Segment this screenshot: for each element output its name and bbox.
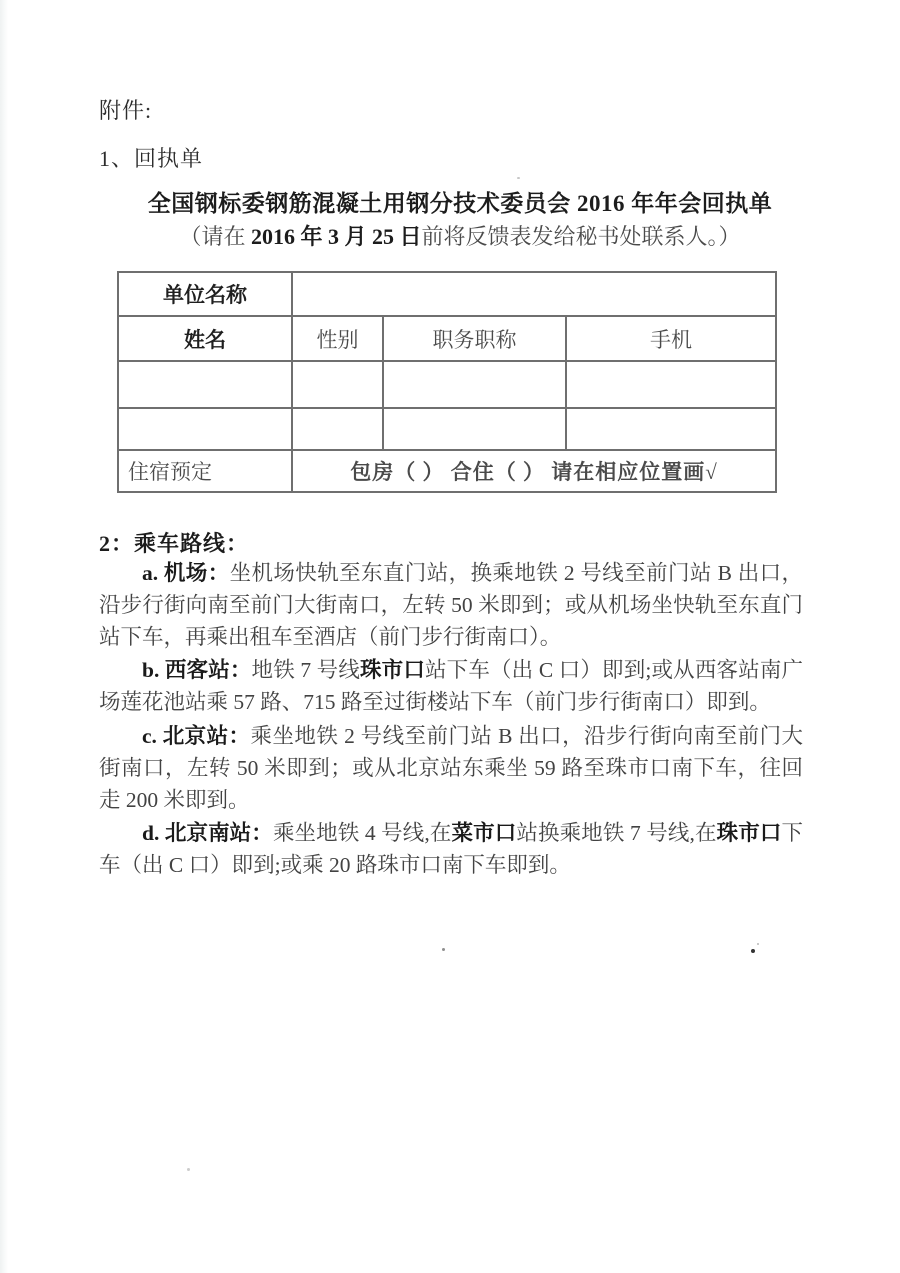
table-row-empty [118, 408, 776, 450]
scan-edge-shadow [0, 0, 8, 1273]
form-title: 全国钢标委钢筋混凝土用钢分技术委员会 2016 年年会回执单 [147, 191, 773, 216]
route-airport: a. 机场：坐机场快轨至东直门站，换乘地铁 2 号线至前门站 B 出口，沿步行街向南至前门大街南口，左转 50 米即到；或从机场坐快轨至东直门站下车，再乘出租车至酒店（前门步行街南口）。 [99, 561, 803, 649]
table-row-empty [118, 361, 776, 408]
scan-speck [517, 177, 520, 179]
empty-cell [566, 361, 776, 408]
route-beijing-station: c. 北京站：乘坐地铁 2 号线至前门站 B 出口，沿步行街向南至前门大街南口，左转 50 米即到；或从北京站东乘坐 59 路至珠市口南下车，往回走 200 米即到。 [99, 723, 804, 812]
form-subtitle: （请在 2016 年 3 月 25 日前将反馈表发给秘书处联系人。） [179, 224, 741, 249]
table-header-row [118, 316, 776, 361]
routes-section [99, 558, 803, 884]
scan-speck [187, 1168, 190, 1171]
item-1-label: 1、回执单 [99, 146, 204, 171]
empty-cell [292, 361, 383, 408]
empty-cell [383, 408, 566, 450]
empty-cell [292, 408, 383, 450]
unit-name-value-cell [292, 272, 776, 316]
routes-heading: 2：乘车路线： [99, 531, 250, 556]
column-header-gender: 性别 [292, 316, 383, 361]
table-row-unit-name [118, 272, 776, 316]
column-header-title: 职务职称 [383, 316, 566, 361]
empty-cell [566, 408, 776, 450]
unit-name-label: 单位名称 [118, 272, 292, 316]
empty-cell [118, 408, 292, 450]
reply-form-table [117, 271, 777, 493]
empty-cell [118, 361, 292, 408]
column-header-mobile: 手机 [566, 316, 776, 361]
column-header-name: 姓名 [118, 316, 292, 361]
empty-cell [383, 361, 566, 408]
table-row-lodging [118, 450, 776, 492]
scan-speck [442, 948, 445, 951]
scan-speck [757, 943, 759, 945]
attachment-label: 附件: [99, 98, 153, 123]
route-south-station: d. 北京南站：乘坐地铁 4 号线,在菜市口站换乘地铁 7 号线,在珠市口下车（出 C 口）即到;或乘 20 路珠市口南下车即到。 [99, 821, 803, 878]
lodging-options: 包房（ ） 合住（ ） 请在相应位置画√ [292, 450, 776, 492]
lodging-label: 住宿预定 [118, 450, 292, 492]
route-west-station: b. 西客站：地铁 7 号线珠市口站下车（出 C 口）即到;或从西客站南广场莲花池站乘 57 路、715 路至过街楼站下车（前门步行街南口）即到。 [99, 658, 803, 715]
scan-speck [751, 949, 755, 953]
